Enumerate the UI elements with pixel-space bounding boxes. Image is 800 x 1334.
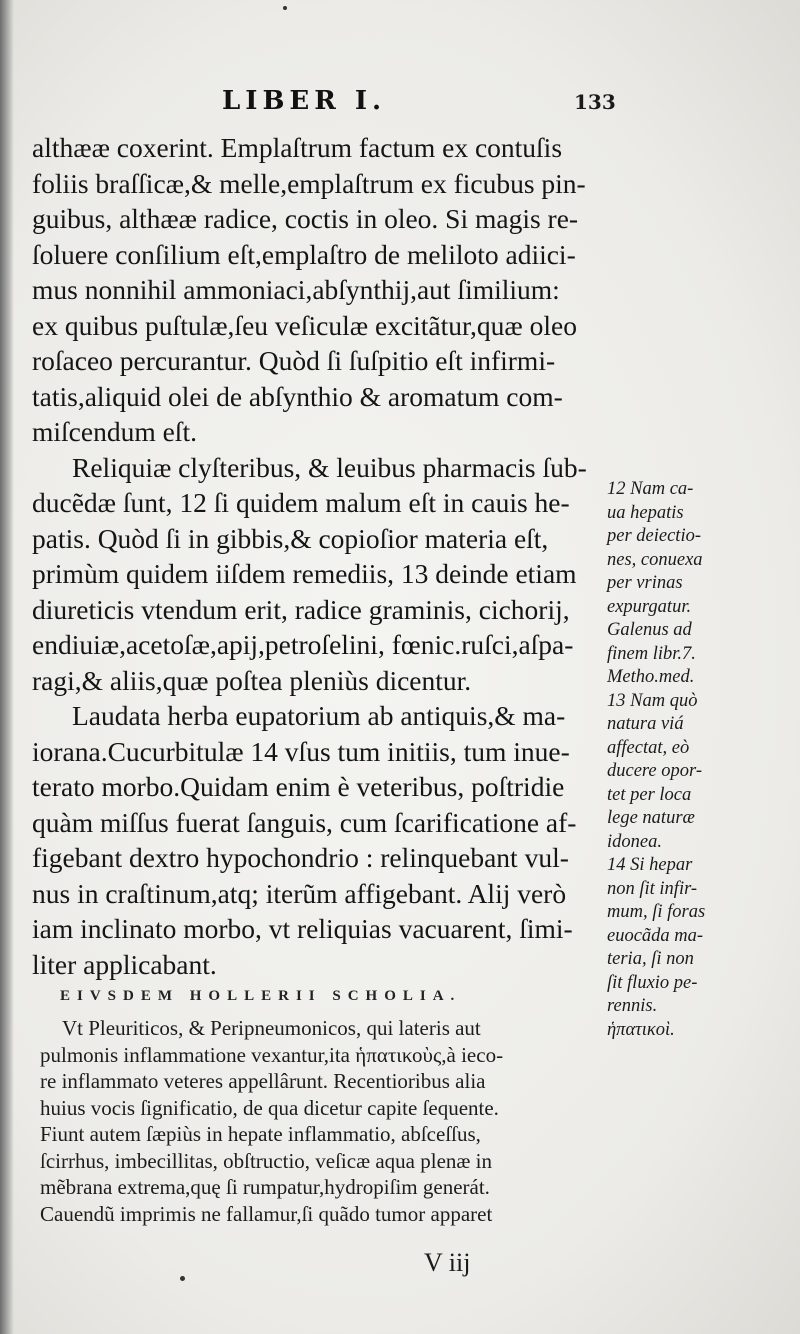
scholia-line: Vt Pleuriticos, & Peripneumonicos, qui lateris aut bbox=[62, 1016, 481, 1040]
signature-mark: V iij bbox=[424, 1248, 471, 1277]
margin-note-line: ua hepatis bbox=[607, 502, 684, 523]
text-line: miſcendum eſt. bbox=[32, 416, 197, 447]
scholia-line: mẽbrana extrema,quę ſi rumpatur,hydropiſim generát. bbox=[40, 1175, 490, 1199]
running-head: LIBER I. bbox=[222, 86, 387, 116]
text-line: ex quibus puſtulæ,ſeu veſiculæ excitãtur,quæ oleo bbox=[32, 309, 577, 341]
margin-note-line: 13 Nam quò bbox=[607, 690, 698, 711]
margin-note-line: Metho.med. bbox=[607, 667, 695, 687]
text-line: ſoluere conſilium eſt,emplaſtro de meliloto adiici- bbox=[32, 238, 576, 270]
text-line: iam inclinato morbo, vt reliquias vacuarent, ſimi- bbox=[32, 913, 573, 944]
main-text-block bbox=[32, 130, 600, 982]
margin-note-line: ſit fluxio pe- bbox=[607, 972, 698, 993]
text-line: figebant dextro hypochondrio : relinquebant vul- bbox=[32, 842, 569, 873]
text-line: ducẽdæ ſunt, 12 ſi quidem malum eſt in cauis he- bbox=[32, 487, 570, 518]
scholia-line: ſcirrhus, imbecillitas, obſtructio, veſicæ aqua plenæ in bbox=[40, 1148, 492, 1173]
scholia-block bbox=[40, 1015, 605, 1227]
scholia-line: re inflammato veteres appellârunt. Recentioribus alia bbox=[40, 1069, 486, 1093]
text-line: endiuiæ,acetoſæ,apij,petroſelini, fœnic.ruſci,aſpa- bbox=[32, 629, 574, 660]
margin-note-line: natura viá bbox=[607, 714, 684, 734]
margin-note-line: expurgatur. bbox=[607, 596, 692, 617]
margin-note-line: 14 Si hepar bbox=[607, 855, 693, 875]
page-gutter-shadow bbox=[0, 0, 14, 1334]
text-line: primùm quidem iiſdem remediis, 13 deinde etiam bbox=[32, 558, 577, 589]
text-line: althææ coxerint. Emplaſtrum factum ex contuſis bbox=[32, 132, 563, 163]
text-line: diureticis vtendum erit, radice graminis, cichorij, bbox=[32, 593, 570, 625]
text-line: guibus, althææ radice, coctis in oleo. Si magis re- bbox=[32, 203, 579, 234]
text-line: iorana.Cucurbitulæ 14 vſus tum initiis, tum inue- bbox=[32, 735, 570, 767]
margin-note-line: tet per loca bbox=[607, 784, 692, 805]
margin-note-line: 12 Nam ca- bbox=[607, 479, 694, 499]
text-line: Laudata herba eupatorium ab antiquis,& ma- bbox=[72, 700, 566, 731]
margin-note-line: ἡπατικοὶ. bbox=[607, 1019, 675, 1040]
text-line: liter applicabant. bbox=[32, 948, 217, 980]
text-line: terato morbo.Quidam enim è veteribus, poſtridie bbox=[32, 771, 565, 802]
scholia-line: Cauendũ imprimis ne fallamur,ſi quãdo tumor apparet bbox=[40, 1201, 493, 1226]
scholia-line: Fiunt autem ſæpiùs in hepate inflammatio, abſceſſus, bbox=[40, 1122, 481, 1146]
margin-note-line: Galenus ad bbox=[607, 620, 692, 640]
text-line: tatis,aliquid olei de abſynthio & aromatum com- bbox=[32, 380, 563, 412]
margin-note-line: teria, ſi non bbox=[607, 949, 694, 969]
margin-note-line: nes, conuexa bbox=[607, 549, 703, 570]
text-line: quàm miſſus fuerat ſanguis, cum ſcarificatione af- bbox=[32, 806, 577, 838]
ink-speck bbox=[180, 1276, 185, 1281]
text-line: roſaceo percurantur. Quòd ſi ſuſpitio eſt infirmi- bbox=[32, 345, 556, 376]
scholia-line: huius vocis ſignificatio, de qua dicetur capite ſequente. bbox=[40, 1095, 499, 1120]
margin-note-line: euocãda ma- bbox=[607, 925, 704, 946]
page-number: 133 bbox=[574, 90, 616, 114]
scholia-line: pulmonis inflammatione vexantur,ita ἡπατικοὺς,à ieco- bbox=[40, 1042, 504, 1067]
margin-note-line: rennis. bbox=[607, 996, 658, 1016]
text-line: foliis braſſicæ,& melle,emplaſtrum ex ficubus pin- bbox=[32, 167, 586, 199]
ink-speck bbox=[283, 6, 287, 10]
margin-note-line: lege naturæ bbox=[607, 808, 695, 828]
margin-note-line: idonea. bbox=[607, 831, 662, 852]
margin-note-line: per deiectio- bbox=[607, 526, 701, 546]
marginal-notes bbox=[607, 478, 797, 1042]
margin-note-line: finem libr.7. bbox=[607, 643, 696, 664]
text-line: mus nonnihil ammoniaci,abſynthij,aut ſimilium: bbox=[32, 274, 560, 305]
text-line: patis. Quòd ſi in gibbis,& copioſior materia eſt, bbox=[32, 522, 549, 554]
text-line: Reliquiæ clyſteribus, & leuibus pharmacis ſub- bbox=[72, 451, 587, 483]
page-header bbox=[0, 86, 800, 126]
margin-note-line: ducere opor- bbox=[607, 761, 703, 781]
margin-note-line: mum, ſi foras bbox=[607, 902, 706, 922]
margin-note-line: affectat, eò bbox=[607, 737, 690, 758]
text-line: ragi,& aliis,quæ poſtea pleniùs dicentur. bbox=[32, 664, 472, 696]
scholia-title: EIVSDEM HOLLERII SCHOLIA. bbox=[60, 988, 462, 1004]
margin-note-line: per vrinas bbox=[607, 573, 683, 593]
margin-note-line: non ſit infir- bbox=[607, 878, 698, 899]
text-line: nus in craſtinum,atq; iterũm affigebant. Alij verò bbox=[32, 877, 567, 909]
